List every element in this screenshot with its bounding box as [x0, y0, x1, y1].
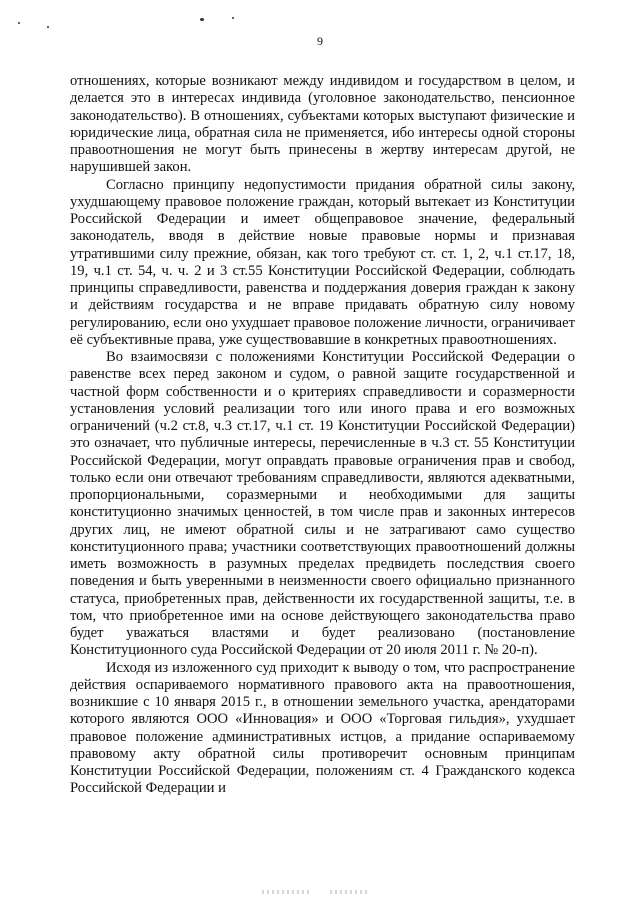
scan-noise [262, 890, 312, 894]
paragraph: отношениях, которые возникают между индивидом и государством в целом, и делается это в интересах индивида (уголовное законодательство, пенсионное законодательство). В отношениях, субъектами которых выступают физические и юридические лица, обратная сила не применяется, ибо интересы одной стороны правоотношения не могут быть принесены в жертву интересам другой, не нарушившей закон. [70, 73, 575, 176]
scan-speck [232, 17, 234, 19]
paragraph: Согласно принципу недопустимости придания обратной силы закону, ухудшающему правовое положение граждан, который вытекает из Конституции Российской Федерации и имеет общеправовое значение, федеральный законодатель, вводя в действие новые правовые нормы и признавая утратившими силу прежние, обязан, как того требуют ст. ст. 1, 2, ч.1 ст.17, 18, 19, ч.1 ст. 54, ч. ч. 2 и 3 ст.55 Конституции Российской Федерации, соблюдать принципы справедливости, равенства и поддержания доверия граждан к закону и действиям государства и не вправе придавать обратную силу новому регулированию, если оно ухудшает правовое положение личности, ограничивает её субъективные права, уже существовавшие в конкретных правоотношениях. [70, 176, 575, 348]
document-body [70, 73, 575, 798]
paragraph: Во взаимосвязи с положениями Конституции Российской Федерации о равенстве всех перед законом и судом, о равной защите государственной и частной форм собственности и о критериях справедливости и соразмерности установления условий реализации того или иного права и его возможных ограничений (ч.2 ст.8, ч.3 ст.17, ч.1 ст. 19 Конституции Российской Федерации) это означает, что публичные интересы, перечисленные в ч.3 ст. 55 Конституции Российской Федерации, могут оправдать правовые ограничения прав и свобод, только если они отвечают требованиям справедливости, являются адекватными, пропорциональными, соразмерными и необходимыми для защиты конституционно значимых ценностей, в том числе прав и законных интересов других лиц, не имеют обратной силы и не затрагивают само существо конституционного права; участники соответствующих правоотношений должны иметь возможность в разумных пределах предвидеть последствия своего поведения и быть уверенными в неизменности своего официально признанного статуса, приобретенных прав, действенности их государственной защиты, т.е. в том, что приобретенное ими на основе действующего законодательства право будет уважаться властями и будет реализовано (постановление Конституционного суда Российской Федерации от 20 июля 2011 г. № 20-п). [70, 349, 575, 659]
scan-noise [330, 890, 370, 894]
scan-speck [200, 18, 204, 21]
paragraph: Исходя из изложенного суд приходит к выводу о том, что распространение действия оспариваемого нормативного правового акта на правоотношения, возникшие с 10 января 2015 г., в отношении земельного участка, арендаторами которого являются ООО «Инновация» и ООО «Торговая гильдия», ухудшает правовое положение административных истцов, а придание оспариваемому правовому акту обратной силы противоречит основным принципам Конституции Российской Федерации, положениям ст. 4 Гражданского кодекса Российской Федерации и [70, 659, 575, 797]
scan-speck [18, 22, 20, 24]
page-number: 9 [317, 34, 323, 48]
scan-speck [47, 26, 49, 28]
